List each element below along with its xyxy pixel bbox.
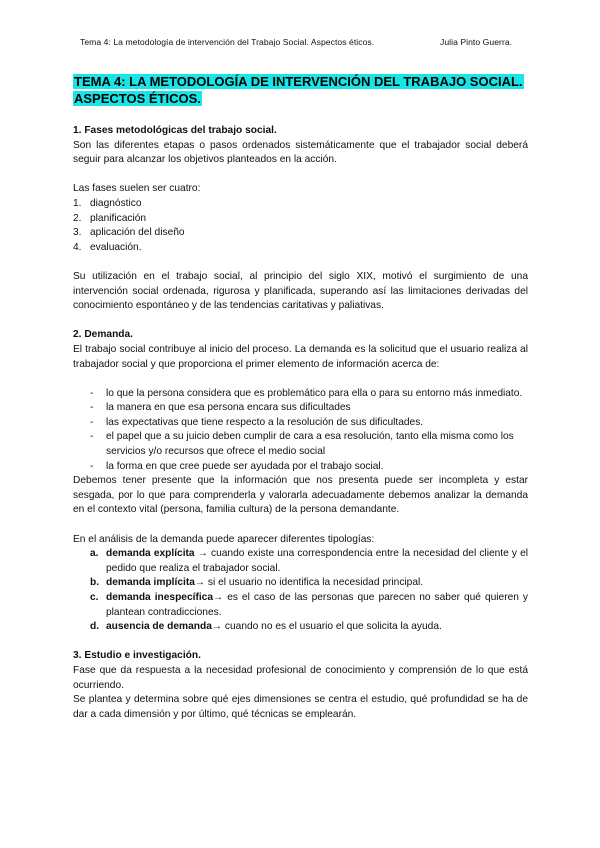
- demand-type-term: ausencia de demanda: [106, 621, 212, 633]
- header-course-title: Tema 4: La metodología de intervención del Trabajo Social. Aspectos éticos.: [80, 37, 375, 47]
- demand-info-list: [73, 387, 528, 475]
- list-letter: d.: [90, 621, 100, 633]
- section-3-para-2: Se plantea y determina sobre qué ejes dimensiones se centra el estudio, qué profundidad se ha de dar a cada dimensión y por último, qué técnicas se emplearán.: [73, 694, 528, 720]
- dash-marker: -: [90, 402, 94, 414]
- demand-type-term: demanda implícita: [106, 577, 195, 589]
- dash-marker: -: [90, 387, 94, 399]
- list-item: [73, 416, 528, 431]
- list-item: [73, 591, 528, 620]
- list-number: 3.: [73, 227, 82, 239]
- list-item: [73, 212, 528, 227]
- demand-type-term: demanda inespecífica: [106, 592, 214, 603]
- section-1-closing: Su utilización en el trabajo social, al principio del siglo XIX, motivó el surgimiento de una intervención social ordenada, rigurosa y planificada, superando así las limitaciones derivadas del conocimiento espontáneo y de las tendencias caritativas y paliativas.: [73, 270, 528, 312]
- demand-type-desc: → cuando existe una correspondencia entre la necesidad del cliente y el pedido que realiza el trabajador social.: [106, 548, 529, 574]
- list-item-text: la manera en que esa persona encara sus dificultades: [106, 402, 351, 414]
- demand-types-list: [73, 547, 528, 635]
- document-body: [73, 124, 528, 722]
- list-item: [73, 460, 528, 475]
- list-item: [73, 226, 528, 241]
- dash-marker: -: [90, 460, 94, 472]
- types-lead: En el análisis de la demanda puede aparecer diferentes tipologías:: [73, 533, 375, 545]
- list-letter: c.: [90, 592, 99, 603]
- list-item: [73, 401, 528, 416]
- list-item-text: la forma en que cree puede ser ayudada por el trabajo social.: [106, 460, 384, 472]
- list-item-text: diagnóstico: [90, 197, 142, 209]
- list-item: [73, 241, 528, 256]
- demand-type-desc: → es el caso de las personas que parecen no saber qué quieren y plantean contradicciones.: [106, 592, 528, 618]
- section-2-closing: Debemos tener presente que la información que nos presenta puede ser incompleta y estar sesgada, por lo que para comprenderla y valorarla adecuadamente debemos analizar la demanda en el contexto vital (persona, familia cultura) de la persona demandante.: [73, 475, 528, 516]
- list-letter: a.: [90, 548, 99, 560]
- list-item-text: el papel que a su juicio deben cumplir de cara a esa resolución, tanto ella misma como los servicios y/o recursos que ofrece el medio social: [106, 431, 514, 458]
- list-item: [73, 430, 528, 459]
- list-item-text: aplicación del diseño: [90, 227, 185, 239]
- dash-marker: -: [90, 416, 94, 428]
- page-title-line-2: ASPECTOS ÉTICOS.: [74, 91, 201, 106]
- section-1-intro: Son las diferentes etapas o pasos ordenados sistemáticamente que el trabajador social deberá seguir para alcanzar los objetivos planteados en la acción.: [73, 139, 528, 166]
- list-item: [73, 387, 528, 402]
- list-number: 1.: [73, 197, 82, 209]
- page-title: [73, 73, 533, 107]
- list-item-text: lo que la persona considera que es problemático para ella o para su entorno más inmediato.: [106, 387, 523, 399]
- list-item-text: planificación: [90, 212, 147, 224]
- page-title-line-1: TEMA 4: LA METODOLOGÍA DE INTERVENCIÓN DEL TRABAJO SOCIAL.: [74, 74, 523, 89]
- list-item: [73, 197, 528, 212]
- section-2-intro: El trabajo social contribuye al inicio del proceso. La demanda es la solicitud que el usuario realiza al trabajador social y que proporciona el primer elemento de información acerca de:: [73, 343, 528, 370]
- list-item: [73, 620, 528, 635]
- dash-marker: -: [90, 431, 94, 443]
- phases-lead: Las fases suelen ser cuatro:: [73, 183, 201, 195]
- section-3-heading: 3. Estudio e investigación.: [73, 650, 201, 662]
- demand-type-desc: → cuando no es el usuario el que solicita la ayuda.: [211, 621, 442, 633]
- list-number: 4.: [73, 241, 82, 253]
- running-header: [80, 37, 513, 47]
- demand-type-term: demanda explícita: [106, 548, 195, 560]
- section-1-heading: 1. Fases metodológicas del trabajo social.: [73, 125, 277, 136]
- header-author: Julia Pinto Guerra.: [440, 37, 513, 47]
- list-number: 2.: [73, 212, 82, 224]
- list-item: [73, 547, 528, 576]
- phases-list: [73, 197, 528, 255]
- list-letter: b.: [90, 577, 100, 589]
- section-2-heading: 2. Demanda.: [73, 329, 134, 341]
- list-item: [73, 576, 528, 591]
- list-item-text: las expectativas que tiene respecto a la resolución de sus dificultades.: [106, 416, 424, 428]
- list-item-text: evaluación.: [90, 241, 142, 253]
- demand-type-desc: → si el usuario no identifica la necesidad principal.: [194, 577, 424, 589]
- section-3-para-1: Fase que da respuesta a la necesidad profesional de conocimiento y comprensión de lo que está ocurriendo.: [73, 664, 528, 691]
